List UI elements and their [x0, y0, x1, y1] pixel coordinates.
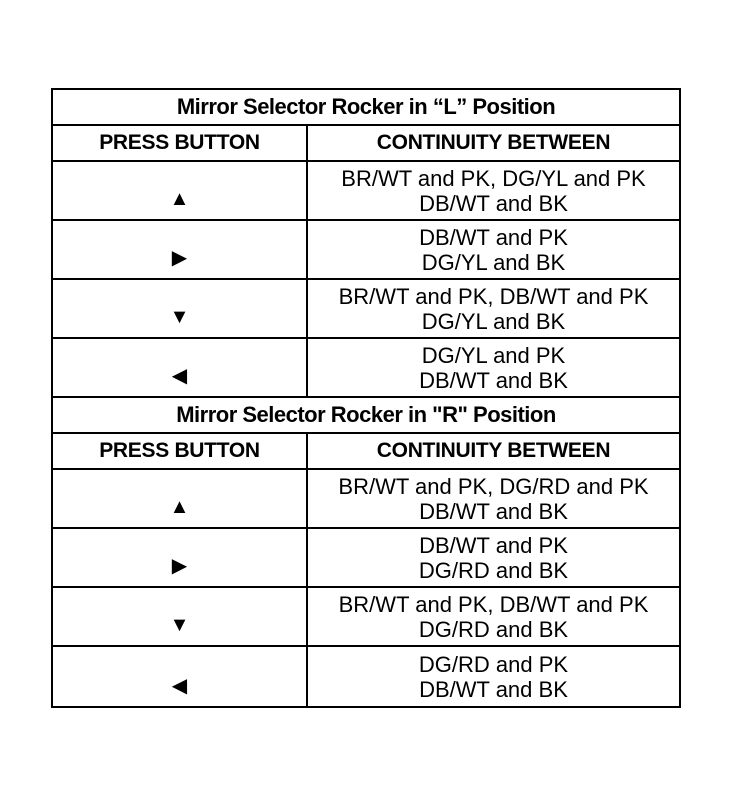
press-button-header: PRESS BUTTON — [53, 434, 308, 468]
continuity-line: DB/WT and BK — [419, 498, 568, 524]
left-arrow-icon: ◀ — [171, 365, 188, 387]
left-arrow-icon: ◀ — [171, 675, 188, 697]
down-arrow-icon: ▼ — [169, 306, 190, 328]
continuity-between-header: CONTINUITY BETWEEN — [376, 439, 611, 462]
right-arrow-icon: ▶ — [171, 247, 188, 269]
up-arrow-icon: ▲ — [169, 188, 190, 210]
table-row — [53, 470, 679, 529]
continuity-line: DG/RD and BK — [418, 557, 569, 583]
header-row — [53, 434, 679, 470]
table-row — [53, 221, 679, 280]
header-row — [53, 126, 679, 162]
continuity-between-header: CONTINUITY BETWEEN — [376, 131, 611, 154]
continuity-line: DG/RD and BK — [418, 616, 569, 642]
continuity-line: BR/WT and PK, DG/RD and PK — [338, 473, 649, 499]
continuity-line: DB/WT and BK — [419, 190, 568, 216]
continuity-table — [51, 88, 681, 708]
continuity-line: DG/YL and BK — [421, 308, 566, 334]
table-row — [53, 647, 679, 706]
continuity-line: DB/WT and BK — [419, 676, 568, 702]
table-row — [53, 529, 679, 588]
table-row — [53, 280, 679, 339]
table-row — [53, 162, 679, 221]
up-arrow-icon: ▲ — [169, 496, 190, 518]
section-title-r: Mirror Selector Rocker in "R" Position — [53, 398, 679, 434]
continuity-line: BR/WT and PK, DB/WT and PK — [338, 591, 649, 617]
continuity-line: DB/WT and PK — [419, 532, 568, 558]
continuity-line: DG/YL and PK — [421, 342, 566, 368]
table-row — [53, 588, 679, 647]
continuity-line: BR/WT and PK, DB/WT and PK — [338, 283, 649, 309]
press-button-header: PRESS BUTTON — [53, 126, 308, 160]
right-arrow-icon: ▶ — [171, 555, 188, 577]
down-arrow-icon: ▼ — [169, 614, 190, 636]
continuity-line: DB/WT and PK — [419, 224, 568, 250]
continuity-line: DG/RD and PK — [418, 651, 569, 677]
continuity-line: DB/WT and BK — [419, 367, 568, 393]
continuity-line: DG/YL and BK — [421, 249, 566, 275]
continuity-line: BR/WT and PK, DG/YL and PK — [341, 165, 646, 191]
section-title-l: Mirror Selector Rocker in “L” Position — [53, 90, 679, 126]
table-row — [53, 339, 679, 398]
